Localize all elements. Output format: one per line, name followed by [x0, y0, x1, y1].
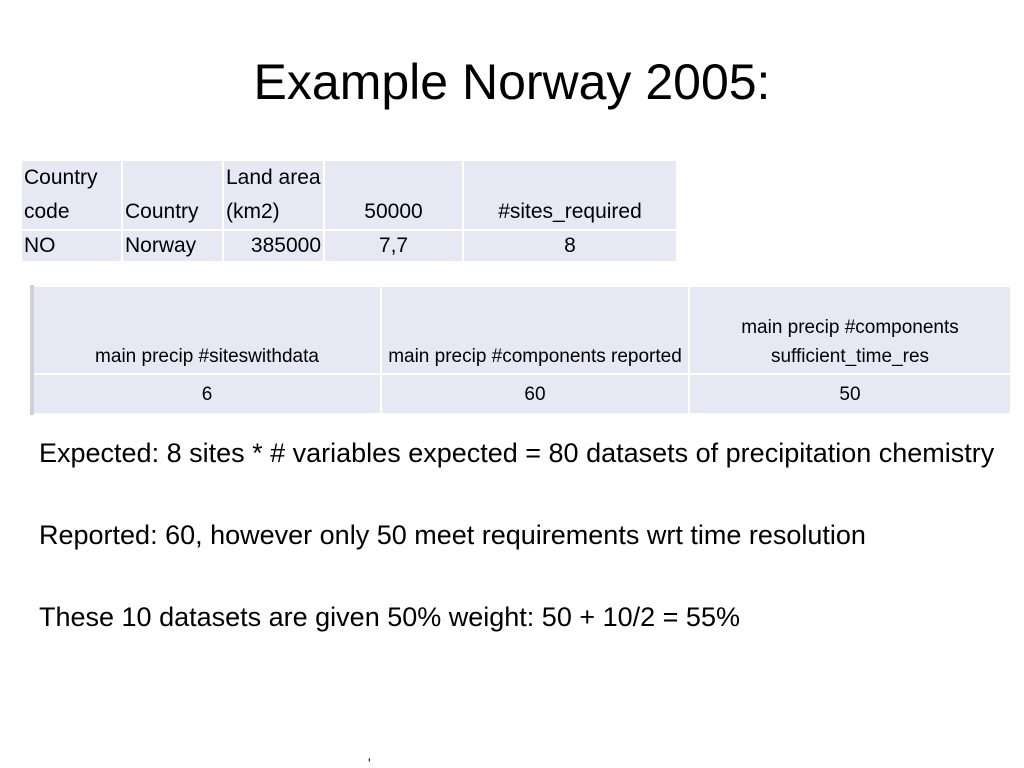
header-components-reported: main precip #components reported — [381, 286, 689, 374]
cell-land-area: 385000 — [223, 230, 324, 262]
slide-body — [39, 433, 999, 679]
body-paragraph-weight: These 10 datasets are given 50% weight: 50 + 10/2 = 55% — [39, 602, 740, 632]
slide-title: Example Norway 2005: — [253, 54, 771, 110]
table-header-row — [32, 286, 1011, 374]
header-sites-required: #sites_required — [463, 160, 677, 230]
header-50000: 50000 — [324, 160, 463, 230]
table-row — [32, 374, 1011, 414]
header-country: Country — [122, 160, 223, 230]
cell-sites-required: 8 — [463, 230, 677, 262]
table-row — [21, 230, 677, 262]
header-siteswithdata: main precip #siteswithdata — [32, 286, 381, 374]
country-summary-table — [20, 159, 678, 263]
body-paragraph-reported: Reported: 60, however only 50 meet requirements wrt time resolution — [39, 520, 866, 550]
body-paragraph-expected: Expected: 8 sites * # variables expected = 80 datasets of precipitation chemistry — [39, 438, 995, 468]
stray-mark: ' — [368, 755, 371, 768]
cell-components-reported: 60 — [381, 374, 689, 414]
cell-components-sufficient: 50 — [689, 374, 1011, 414]
cell-country: Norway — [122, 230, 223, 262]
cell-siteswithdata: 6 — [32, 374, 381, 414]
cell-ratio: 7,7 — [324, 230, 463, 262]
header-country-code: Country code — [21, 160, 122, 230]
precip-components-table — [30, 285, 1012, 415]
header-components-sufficient: main precip #components sufficient_time_res — [689, 286, 1011, 374]
header-land-area: Land area (km2) — [223, 160, 324, 230]
cell-country-code: NO — [21, 230, 122, 262]
table-header-row — [21, 160, 677, 230]
